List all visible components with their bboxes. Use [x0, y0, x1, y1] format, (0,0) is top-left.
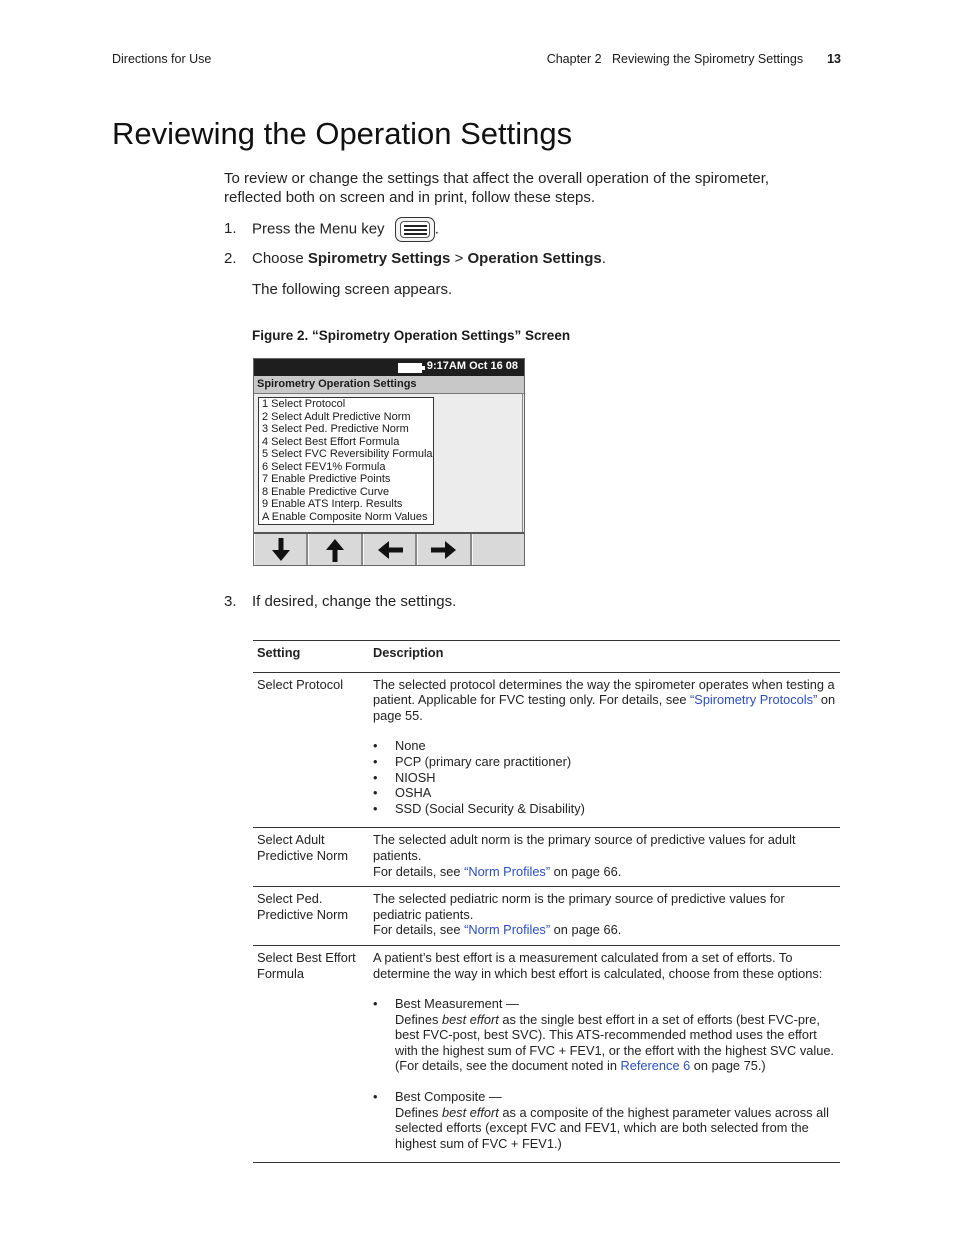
arrow-up-icon	[325, 538, 345, 562]
table-row	[253, 887, 840, 946]
page-number: 13	[827, 52, 841, 66]
list-item: • SSD (Social Security & Disability)	[373, 801, 836, 817]
description-cell: A patient’s best effort is a measurement calculated from a set of efforts. To determine the way in which best effort is calculated, choose from these options: • Best Measurement — Defines best effort as the single best effort in a set of efforts (best FVC-pre, best FVC-post, best SVC). This ATS-recommended method uses the effort with the highest sum of FVC + FEV1, or the effort with the highest SVC value. (For details, see the document noted in Reference 6 on page 75.) • Best Composite — Defines best effort as a composite of the highest parameter values across all selected efforts (except FVC and FEV1, which are both selected from the highest sum of FVC + FEV1.)	[369, 945, 840, 1163]
setting-cell: Select Best Effort Formula	[253, 945, 369, 1163]
running-header-right	[547, 52, 841, 66]
list-item: • NIOSH	[373, 770, 836, 786]
table-row	[253, 828, 840, 887]
screen-time: 9:17AM Oct 16 08	[426, 360, 518, 372]
menu-item: 7 Enable Predictive Points	[262, 473, 391, 485]
figure-caption: Figure 2. “Spirometry Operation Settings” Screen	[252, 328, 571, 343]
description-cell: The selected pediatric norm is the primary source of predictive values for pediatric patients. For details, see “Norm Profiles” on page 66.	[369, 887, 840, 946]
list-item: • None	[373, 738, 836, 754]
link-spirometry-protocols[interactable]: “Spirometry Protocols”	[690, 692, 818, 708]
step-1: 1. Press the Menu key .	[224, 217, 439, 242]
running-header-left: Directions for Use	[112, 52, 212, 66]
column-header-description: Description	[369, 641, 840, 673]
menu-item: 2 Select Adult Predictive Norm	[262, 410, 411, 423]
setting-cell: Select Ped. Predictive Norm	[253, 887, 369, 946]
step-2: 2. Choose Spirometry Settings > Operation Settings.	[224, 250, 606, 267]
menu-item: 4 Select Best Effort Formula	[262, 435, 400, 448]
setting-cell: Select Protocol	[253, 672, 369, 828]
list-item: • OSHA	[373, 785, 836, 801]
link-norm-profiles[interactable]: “Norm Profiles”	[464, 863, 551, 879]
step-3: 3. If desired, change the settings.	[224, 593, 457, 610]
settings-table	[253, 640, 840, 1163]
device-screen-figure	[253, 358, 525, 566]
arrow-right-icon	[431, 541, 457, 559]
table-header-row	[253, 641, 840, 673]
step-2-note: The following screen appears.	[252, 281, 453, 298]
page-title: Reviewing the Operation Settings	[112, 116, 573, 151]
link-reference-6[interactable]: Reference 6	[620, 1058, 691, 1074]
softkey-right	[417, 534, 471, 565]
menu-item: A Enable Composite Norm Values	[262, 510, 428, 523]
link-norm-profiles[interactable]: “Norm Profiles”	[464, 922, 551, 938]
screen-title: Spirometry Operation Settings	[254, 376, 524, 394]
screen-softkey-bar	[254, 532, 524, 565]
intro-paragraph: To review or change the settings that affect the overall operation of the spirometer, reflected both on screen and in print, follow these steps.	[224, 170, 770, 206]
battery-icon	[398, 363, 422, 373]
screen-menu-list	[258, 397, 434, 525]
menu-item: 1 Select Protocol	[262, 398, 346, 410]
menu-item: 5 Select FVC Reversibility Formula	[262, 448, 433, 460]
menu-item: 6 Select FEV1% Formula	[262, 460, 386, 473]
description-cell: The selected adult norm is the primary source of predictive values for adult patients. For details, see “Norm Profiles” on page 66.	[369, 828, 840, 887]
menu-item: 3 Select Ped. Predictive Norm	[262, 423, 409, 435]
list-item: • Best Measurement — Defines best effort as the single best effort in a set of efforts (best FVC-pre, best FVC-post, best SVC). This ATS-recommended method uses the effort with the highest sum of FVC + FEV1, or the effort with the highest SVC value. (For details, see the document noted in Reference 6 on page 75.)	[373, 996, 836, 1074]
list-item: • PCP (primary care practitioner)	[373, 754, 836, 770]
column-header-setting: Setting	[253, 641, 369, 673]
table-row	[253, 945, 840, 1163]
softkey-left	[363, 534, 417, 565]
menu-item: 8 Enable Predictive Curve	[262, 485, 390, 498]
screen-divider	[522, 393, 523, 533]
arrow-down-icon	[271, 538, 291, 562]
setting-cell: Select Adult Predictive Norm	[253, 828, 369, 887]
description-cell: The selected protocol determines the way the spirometer operates when testing a patient. Applicable for FVC testing only. For details, see “Spirometry Protocols” on page 55. • None • PCP (primary care practitioner) • NIOSH • OSHA • SSD (Social Security & Disability)	[369, 672, 840, 828]
chapter-label: Chapter 2 Reviewing the Spirometry Settings	[546, 52, 804, 66]
softkey-blank	[472, 534, 524, 565]
list-item: • Best Composite — Defines best effort as a composite of the highest parameter values across all selected efforts (except FVC and FEV1, which are both selected from the highest sum of FVC + FEV1.)	[373, 1089, 836, 1151]
softkey-up	[308, 534, 362, 565]
menu-key-icon	[395, 217, 435, 242]
arrow-left-icon	[377, 541, 403, 559]
softkey-down	[254, 534, 308, 565]
table-row	[253, 672, 840, 828]
screen-status-bar	[254, 359, 524, 376]
menu-item: 9 Enable ATS Interp. Results	[262, 498, 403, 510]
